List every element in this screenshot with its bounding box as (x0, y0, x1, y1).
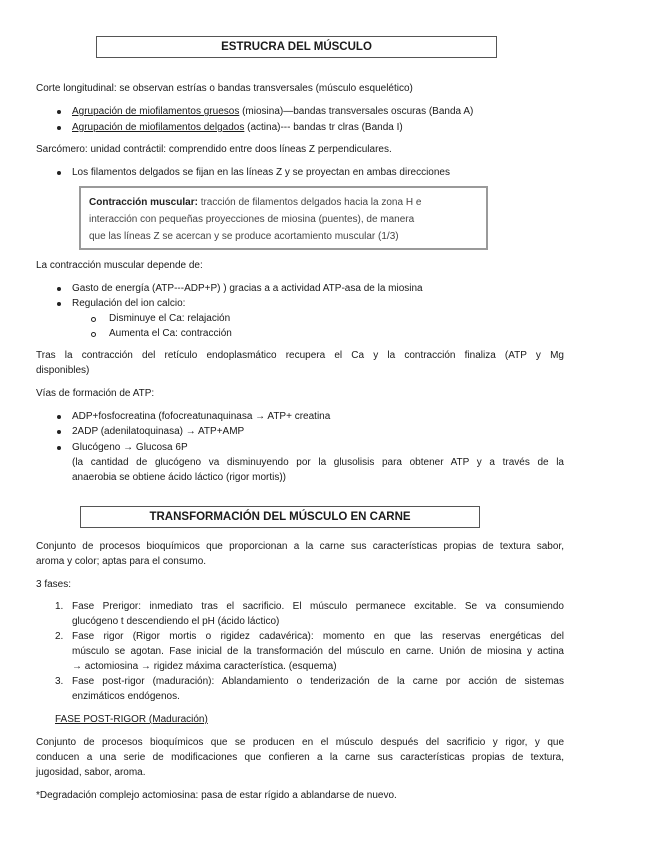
glucogeno-note-line: (la cantidad de glucógeno va disminuyendo por la glusolisis para obtener ATP y a través de la (72, 457, 564, 468)
fase-line: Fase rigor (Rigor mortis o rigidez cadavérica): momento en que las reservas energéticas del (72, 631, 564, 642)
callout-line: interacción con pequeñas proyecciones de miosina (puentes), de manera (89, 214, 415, 225)
conjunto-text-line: aroma y color; aptas para el consumo. (36, 556, 207, 567)
bullet-icon (57, 415, 61, 419)
fase-line: glucógeno t descendiendo el pH (ácido láctico) (72, 616, 280, 627)
bullet-icon (57, 287, 61, 291)
bullet-icon (57, 446, 61, 450)
fase-line: músculo se agotan. Fase inicial de la transformación del músculo en carne. Unión de miosina y actina (72, 646, 564, 657)
callout-line: tracción de filamentos delgados hacia la zona H e (197, 197, 422, 208)
list-number: 2. (55, 631, 64, 642)
callout-line: que las líneas Z se acercan y se produce acortamiento muscular (1/3) (89, 231, 399, 242)
conjunto2-text-line: jugosidad, sabor, aroma. (36, 767, 146, 778)
corte-longitudinal-text: Corte longitudinal: se observan estrías o bandas transversales (músculo esquelético) (36, 83, 413, 94)
bullet-icon (57, 126, 61, 130)
list-item-text: (actina)--- bandas tr clras (Banda I) (244, 122, 403, 133)
fase-line: Fase post-rigor (maduración): Ablandamiento o tenderización de la carne por acción de sistemas (72, 676, 564, 687)
list-number: 1. (55, 601, 64, 612)
list-number: 3. (55, 676, 64, 687)
fase-line: → actomiosina → rigidez máxima característica. (esquema) (72, 661, 337, 672)
tras-contraccion-line: Tras la contracción del retículo endoplasmático recupera el Ca y la contracción finaliza (ATP y Mg (36, 350, 564, 361)
section-title-transformacion: TRANSFORMACIÓN DEL MÚSCULO EN CARNE (80, 506, 480, 528)
conjunto2-text-line: Conjunto de procesos bioquímicos que se producen en el músculo después del sacrificio y rigor, y que (36, 737, 564, 748)
fase-post-rigor-heading: FASE POST-RIGOR (Maduración) (55, 714, 208, 725)
bullet-icon (57, 430, 61, 434)
fases-text: 3 fases: (36, 579, 72, 590)
bullet-icon (57, 110, 61, 114)
list-item: Gasto de energía (ATP---ADP+P) ) gracias a a actividad ATP-asa de la miosina (72, 283, 423, 294)
conjunto2-text-line: conducen a una serie de modificaciones que confieren a la carne sus características propias de textura, (36, 752, 564, 763)
glucogeno-note-line: anaerobia se obtiene ácido láctico (rigor mortis)) (72, 472, 286, 483)
list-item: Glucógeno → Glucosa 6P (72, 442, 188, 453)
degradacion-note: *Degradación complejo actomiosina: pasa de estar rígido a ablandarse de nuevo. (36, 790, 397, 801)
sub-bullet-icon (91, 332, 96, 337)
list-item: 2ADP (adenilatoquinasa) → ATP+AMP (72, 426, 245, 437)
list-item (72, 121, 403, 135)
section-title-estructura: ESTRUCRA DEL MÚSCULO (96, 36, 497, 58)
list-item: Regulación del ion calcio: (72, 298, 186, 309)
underlined-term: Agrupación de miofilamentos gruesos (72, 106, 240, 117)
list-item-text: (miosina)—bandas transversales oscuras (Banda A) (239, 106, 474, 117)
bullet-icon (57, 171, 61, 175)
sub-bullet-icon (91, 317, 96, 322)
depende-text: La contracción muscular depende de: (36, 260, 203, 271)
bullet-icon (57, 302, 61, 306)
list-item: ADP+fosfocreatina (fofocreatunaquinasa → ATP+ creatina (72, 411, 331, 422)
sarcomero-text: Sarcómero: unidad contráctil: comprendido entre doos líneas Z perpendiculares. (36, 144, 392, 155)
fase-line: Fase Prerigor: inmediato tras el sacrificio. El músculo permanece excitable. Se va consumiendo (72, 601, 564, 612)
conjunto-text-line: Conjunto de procesos bioquímicos que proporcionan a la carne sus características propias de textura sabor, (36, 541, 564, 552)
callout-bold-term: Contracción muscular: (89, 197, 198, 208)
fase-line: enzimáticos endógenos. (72, 691, 180, 702)
sub-list-item: Aumenta el Ca: contracción (109, 328, 232, 339)
callout-text (89, 194, 477, 245)
sub-list-item: Disminuye el Ca: relajación (109, 313, 231, 324)
list-item: Los filamentos delgados se fijan en las líneas Z y se proyectan en ambas direcciones (72, 167, 450, 178)
list-item (72, 105, 473, 119)
underlined-term: Agrupación de miofilamentos delgados (72, 122, 245, 133)
vias-atp-text: Vías de formación de ATP: (36, 388, 155, 399)
tras-contraccion-line: disponibles) (36, 365, 90, 376)
contraccion-callout-box (79, 186, 488, 250)
